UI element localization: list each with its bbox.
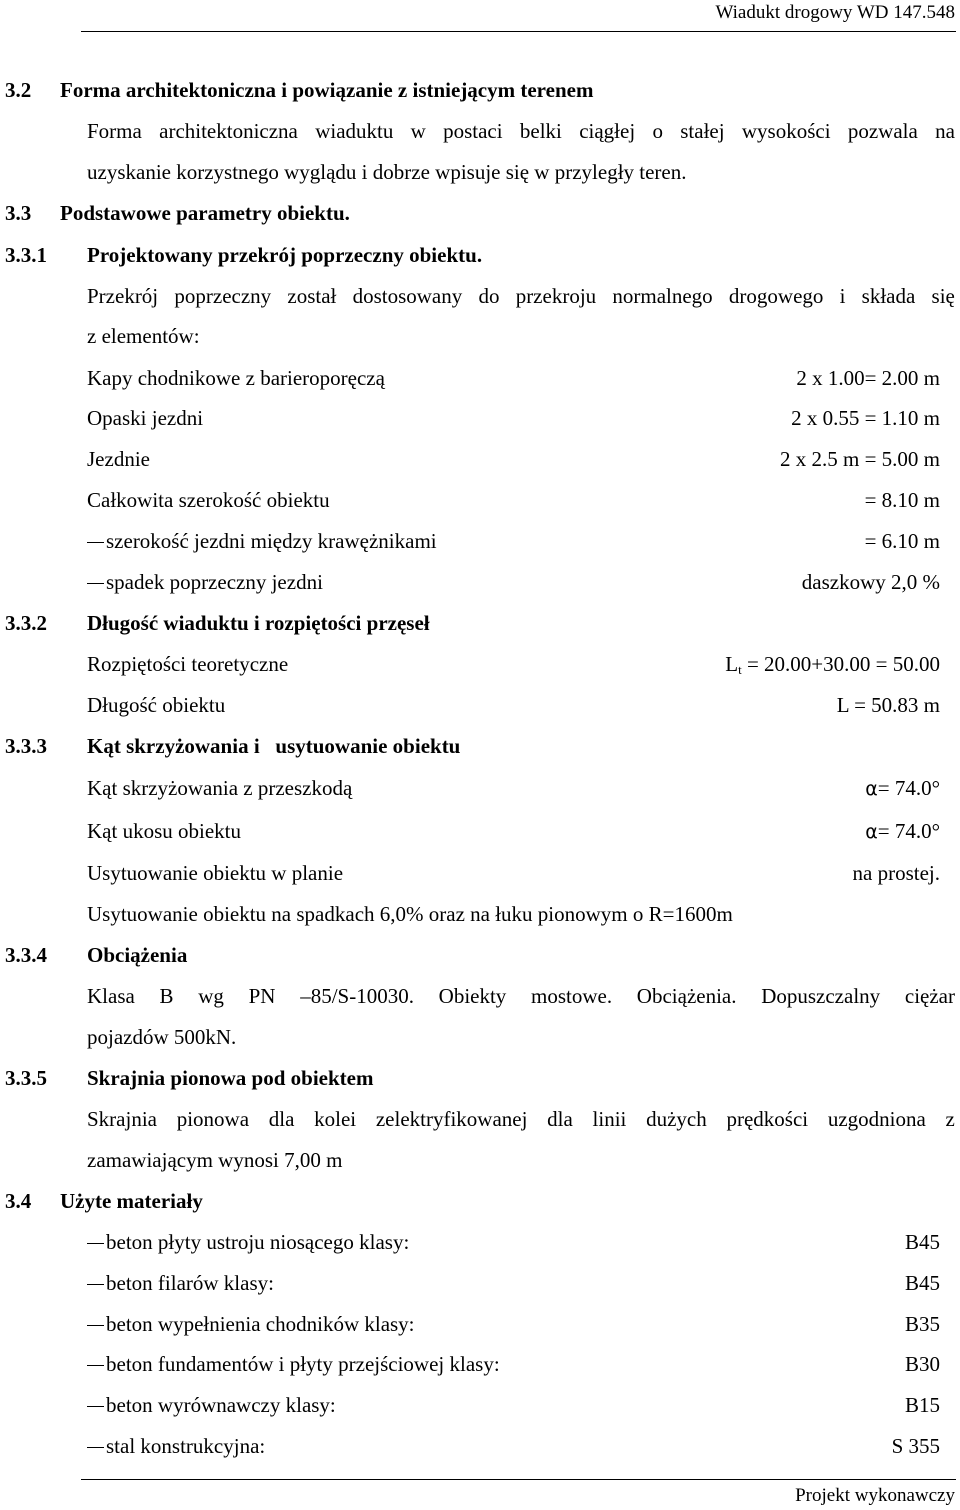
row-value: = 6.10 m xyxy=(864,529,940,553)
page-header-title: Wiadukt drogowy WD 147.548 xyxy=(715,2,955,23)
paragraph-3-3-4-line2: pojazdów 500kN. xyxy=(87,1025,237,1049)
paragraph-word: Dopuszczalny xyxy=(761,984,881,1008)
dash-mark xyxy=(87,1365,104,1366)
section-title-3-4: Użyte materiały xyxy=(60,1189,203,1213)
row-value: 2 x 2.5 m = 5.00 m xyxy=(779,447,940,471)
paragraph-3-3-1-line1 xyxy=(87,284,955,308)
subscript-t: t xyxy=(738,662,742,677)
paragraph-word: wiaduktu xyxy=(315,119,394,143)
paragraph-word: został xyxy=(287,284,337,308)
dash-mark xyxy=(87,542,104,543)
row-value: L = 50.83 m xyxy=(836,693,940,717)
paragraph-word: postaci xyxy=(443,119,503,143)
material-row xyxy=(87,1352,940,1376)
paragraph-word: Skrajnia xyxy=(87,1107,157,1131)
row-label: Kapy chodnikowe z barieroporęczą xyxy=(87,366,385,390)
section-number-3-3-2: 3.3.2 xyxy=(5,611,47,635)
section-number-3-3-3: 3.3.3 xyxy=(5,734,47,758)
section-number-3-4: 3.4 xyxy=(5,1189,32,1213)
paragraph-word: Przekrój xyxy=(87,284,159,308)
section-title-3-3: Podstawowe parametry obiektu. xyxy=(60,201,350,225)
paragraph-word: prędkości xyxy=(726,1107,809,1131)
paragraph-word: pozwala xyxy=(847,119,918,143)
paragraph-word: belki xyxy=(519,119,562,143)
footer-rule xyxy=(81,1479,956,1480)
material-label: beton wyrównawczy klasy: xyxy=(106,1393,336,1417)
symbol-L: L xyxy=(725,652,739,676)
paragraph-word: B xyxy=(159,984,174,1008)
material-label: beton fundamentów i płyty przejściowej klasy: xyxy=(106,1352,500,1376)
dash-mark xyxy=(87,1243,104,1244)
dash-mark xyxy=(87,583,104,584)
paragraph-word: o xyxy=(652,119,663,143)
paragraph-word: wg xyxy=(198,984,224,1008)
paragraph-word: dostosowany xyxy=(352,284,463,308)
row-label: spadek poprzeczny jezdni xyxy=(106,570,323,594)
section-number-3-3-1: 3.3.1 xyxy=(5,243,47,267)
paragraph-3-3-5-line2: zamawiającym wynosi 7,00 m xyxy=(87,1148,343,1172)
cross-section-row xyxy=(87,366,940,390)
paragraph-3-2-line1 xyxy=(87,119,955,143)
row-label: Opaski jezdni xyxy=(87,406,204,430)
material-row xyxy=(87,1230,940,1254)
dash-mark xyxy=(87,1284,104,1285)
paragraph-3-3-4-line1 xyxy=(87,984,955,1008)
section-title-3-3-4: Obciążenia xyxy=(87,943,188,967)
header-rule xyxy=(81,31,956,32)
material-value: B30 xyxy=(904,1352,940,1376)
material-value: B15 xyxy=(904,1393,940,1417)
cross-section-row xyxy=(87,488,940,512)
slope-text: Usytuowanie obiektu na spadkach 6,0% oraz na łuku pionowym o R=1600m xyxy=(87,902,733,926)
material-row xyxy=(87,1312,940,1336)
material-value: B45 xyxy=(904,1230,940,1254)
row-value: = 8.10 m xyxy=(864,488,940,512)
paragraph-word: linii xyxy=(592,1107,627,1131)
section-title-3-3-2: Długość wiaduktu i rozpiętości przęseł xyxy=(87,611,430,635)
paragraph-word: mostowe. xyxy=(531,984,613,1008)
paragraph-word: zelektryfikowanej xyxy=(375,1107,528,1131)
paragraph-word: na xyxy=(935,119,955,143)
row-label: Jezdnie xyxy=(87,447,150,471)
paragraph-word: –85/S-10030. xyxy=(300,984,414,1008)
span-row xyxy=(87,652,940,676)
section-number-3-3: 3.3 xyxy=(5,201,32,225)
alpha-symbol: α xyxy=(865,778,878,800)
row-value: α= 74.0° xyxy=(865,819,940,843)
paragraph-word: składa xyxy=(861,284,916,308)
row-value: 2 x 1.00= 2.00 m xyxy=(796,366,940,390)
row-label: Kąt ukosu obiektu xyxy=(87,819,241,843)
paragraph-word: uzgodniona xyxy=(827,1107,926,1131)
section-number-3-2: 3.2 xyxy=(5,78,32,102)
section-number-3-3-5: 3.3.5 xyxy=(5,1066,47,1090)
span-value: = 20.00+30.00 = 50.00 xyxy=(741,652,940,676)
cross-section-row xyxy=(87,447,940,471)
section-number-3-3-4: 3.3.4 xyxy=(5,943,47,967)
page-footer-text: Projekt wykonawczy xyxy=(795,1485,955,1506)
section-title-3-3-3: Kąt skrzyżowania i usytuowanie obiektu xyxy=(87,734,461,758)
paragraph-3-2-line2: uzyskanie korzystnego wyglądu i dobrze wpisuje się w przyległy teren. xyxy=(87,160,687,184)
row-value xyxy=(725,652,940,679)
row-value: α= 74.0° xyxy=(865,776,940,800)
row-label: Usytuowanie obiektu w planie xyxy=(87,861,344,885)
paragraph-word: Obciążenia. xyxy=(636,984,737,1008)
paragraph-word: drogowego xyxy=(728,284,824,308)
row-value: daszkowy 2,0 % xyxy=(801,570,940,594)
paragraph-word: Klasa xyxy=(87,984,135,1008)
row-label: Rozpiętości teoretyczne xyxy=(87,652,289,676)
alpha-symbol: α xyxy=(865,821,878,843)
plan-row xyxy=(87,861,940,885)
paragraph-word: normalnego xyxy=(612,284,713,308)
material-row xyxy=(87,1434,940,1458)
row-label: Długość obiektu xyxy=(87,693,226,717)
paragraph-word: PN xyxy=(248,984,276,1008)
paragraph-word: się xyxy=(931,284,955,308)
paragraph-word: ciężar xyxy=(904,984,955,1008)
paragraph-word: do xyxy=(478,284,500,308)
paragraph-word: architektoniczna xyxy=(159,119,298,143)
row-label: Całkowita szerokość obiektu xyxy=(87,488,330,512)
material-row xyxy=(87,1271,940,1295)
row-label: Kąt skrzyżowania z przeszkodą xyxy=(87,776,353,800)
paragraph-word: dla xyxy=(547,1107,573,1131)
paragraph-word: stałej xyxy=(680,119,725,143)
paragraph-3-3-1-line2: z elementów: xyxy=(87,324,200,348)
paragraph-word: kolei xyxy=(314,1107,357,1131)
material-value: B35 xyxy=(904,1312,940,1336)
dash-mark xyxy=(87,1325,104,1326)
cross-section-row xyxy=(87,529,940,553)
length-row xyxy=(87,693,940,717)
material-label: beton płyty ustroju niosącego klasy: xyxy=(106,1230,410,1254)
material-label: beton filarów klasy: xyxy=(106,1271,274,1295)
paragraph-word: dużych xyxy=(646,1107,707,1131)
paragraph-word: z xyxy=(945,1107,955,1131)
cross-section-row xyxy=(87,406,940,430)
angle-row xyxy=(87,819,940,843)
paragraph-word: poprzeczny xyxy=(174,284,272,308)
section-title-3-3-1: Projektowany przekrój poprzeczny obiektu. xyxy=(87,243,483,267)
material-value: B45 xyxy=(904,1271,940,1295)
row-value: na prostej. xyxy=(852,861,940,885)
dash-mark xyxy=(87,1406,104,1407)
section-title-3-3-5: Skrajnia pionowa pod obiektem xyxy=(87,1066,374,1090)
row-label: szerokość jezdni między krawężnikami xyxy=(106,529,437,553)
material-label: stal konstrukcyjna: xyxy=(106,1434,266,1458)
paragraph-word: Forma xyxy=(87,119,142,143)
row-value: 2 x 0.55 = 1.10 m xyxy=(791,406,940,430)
material-label: beton wypełnienia chodników klasy: xyxy=(106,1312,415,1336)
material-row xyxy=(87,1393,940,1417)
paragraph-word: ciągłej xyxy=(579,119,636,143)
dash-mark xyxy=(87,1447,104,1448)
paragraph-word: Obiekty xyxy=(438,984,507,1008)
cross-section-row xyxy=(87,570,940,594)
paragraph-word: pionowa xyxy=(176,1107,250,1131)
material-value: S 355 xyxy=(891,1434,940,1458)
paragraph-word: wysokości xyxy=(741,119,831,143)
paragraph-word: dla xyxy=(268,1107,295,1131)
angle-row xyxy=(87,776,940,800)
paragraph-3-3-5-line1 xyxy=(87,1107,955,1131)
section-title-3-2: Forma architektoniczna i powiązanie z istniejącym terenem xyxy=(60,78,594,102)
paragraph-word: przekroju xyxy=(515,284,597,308)
paragraph-word: i xyxy=(839,284,846,308)
paragraph-word: w xyxy=(410,119,426,143)
